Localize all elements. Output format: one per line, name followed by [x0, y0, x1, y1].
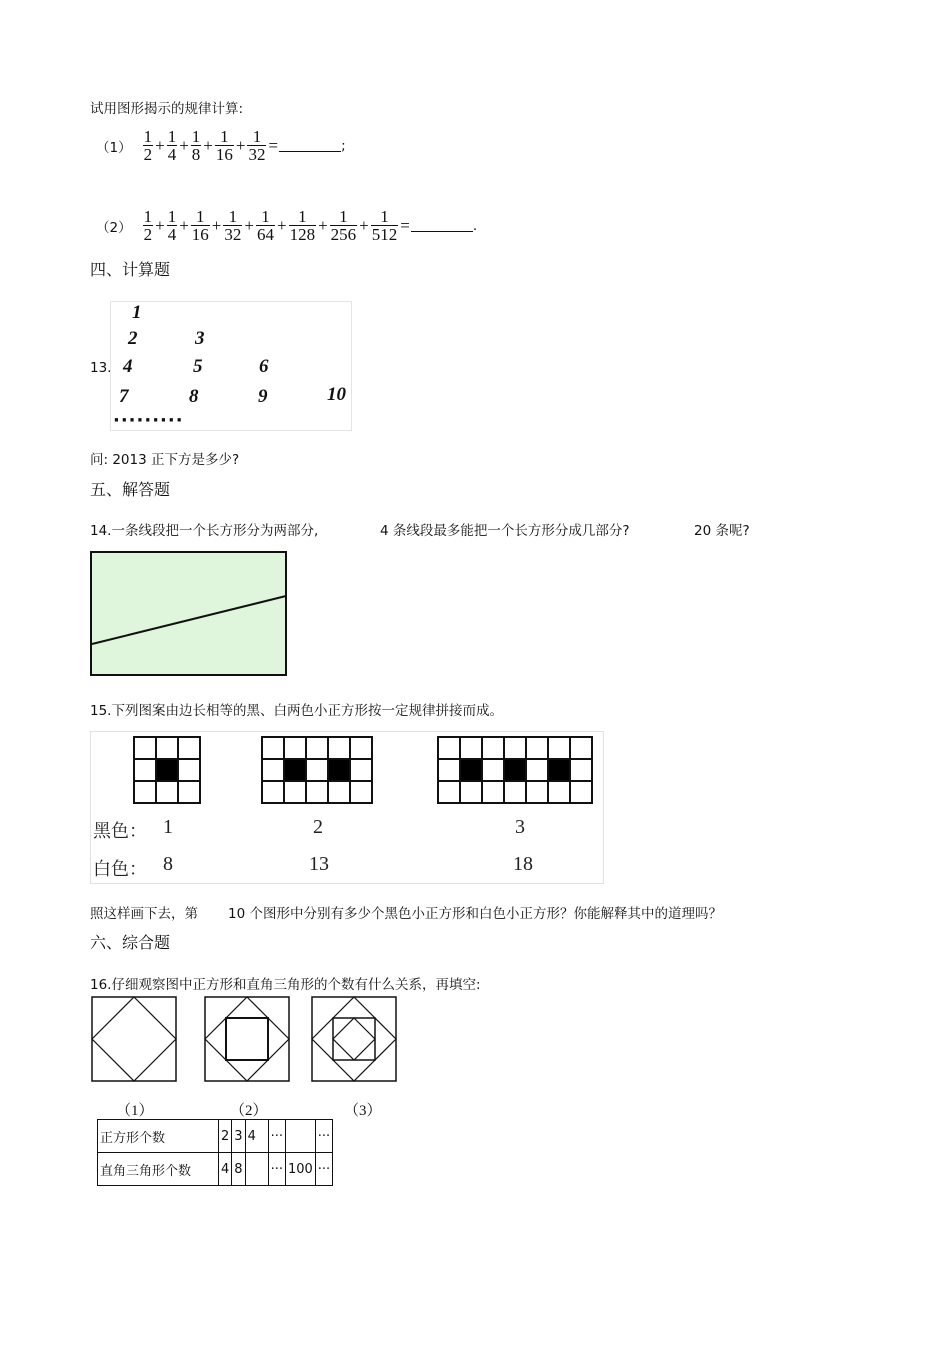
middle-square [333, 1018, 375, 1060]
triangle-number: 4 [123, 356, 133, 377]
problem-16-text: 16.仔细观察图中正方形和直角三角形的个数有什么关系，再填空: [90, 977, 481, 993]
white-square [134, 737, 156, 759]
table-cell: 8 [232, 1153, 245, 1186]
q1-equals: = [268, 135, 279, 155]
white-square [156, 781, 178, 803]
white-square [460, 737, 482, 759]
white-square [262, 759, 284, 781]
problem-13-question: 问: 2013 正下方是多少? [90, 452, 240, 468]
continuation-dots: ········· [113, 410, 184, 431]
fraction [191, 128, 202, 163]
black-count-3: 3 [515, 816, 525, 838]
white-square [328, 737, 350, 759]
plus-sign: + [155, 135, 165, 155]
q2-end: . [472, 217, 478, 234]
white-square [438, 737, 460, 759]
white-square [570, 781, 592, 803]
white-square [306, 737, 328, 759]
white-square [156, 737, 178, 759]
q2-label: （2） [96, 219, 132, 236]
white-square [134, 759, 156, 781]
table-row [98, 1153, 333, 1186]
problem-14-text-a: 14.一条线段把一个长方形分为两部分, [90, 523, 319, 539]
fraction [289, 208, 317, 243]
triangle-number: 6 [259, 356, 269, 377]
numerator: 1 [298, 207, 307, 226]
pattern-1 [133, 736, 201, 804]
white-square [306, 781, 328, 803]
triangle-number: 8 [189, 386, 199, 407]
numerator: 1 [228, 207, 238, 226]
fraction [256, 208, 275, 243]
fraction [223, 208, 242, 243]
plus-sign: + [179, 215, 189, 235]
section-6-heading: 六、综合题 [90, 933, 171, 952]
table-cell[interactable] [285, 1120, 315, 1153]
denominator: 64 [256, 225, 274, 244]
row-header: 直角三角形个数 [98, 1153, 219, 1186]
number-triangle-figure [110, 301, 352, 431]
table-cell: 100 [285, 1153, 315, 1186]
denominator: 2 [143, 225, 153, 244]
white-square [438, 759, 460, 781]
q1-end: ; [341, 137, 346, 154]
plus-sign: + [155, 215, 165, 235]
denominator: 8 [191, 145, 201, 164]
fraction [143, 208, 154, 243]
white-square [306, 759, 328, 781]
triangle-number: 5 [193, 356, 203, 377]
white-square [570, 737, 592, 759]
triangle-number: 2 [128, 328, 138, 349]
q2-expression [142, 208, 400, 243]
white-square [526, 759, 548, 781]
fraction [215, 128, 234, 163]
white-square [178, 759, 200, 781]
white-square [482, 759, 504, 781]
section-4-heading: 四、计算题 [90, 260, 171, 279]
count-table [97, 1119, 333, 1186]
inner-diamond [92, 997, 176, 1081]
fraction [371, 208, 399, 243]
white-square [526, 737, 548, 759]
table-cell: 3 [232, 1120, 245, 1153]
white-count-1: 8 [163, 853, 173, 875]
intro-text: 试用图形揭示的规律计算: [90, 101, 244, 117]
table-cell[interactable] [245, 1153, 268, 1186]
table-cell: ··· [315, 1120, 332, 1153]
fraction [143, 128, 154, 163]
white-square [548, 781, 570, 803]
table-cell: 4 [219, 1153, 232, 1186]
question-2 [96, 208, 477, 243]
table-cell: ··· [315, 1153, 332, 1186]
triangle-number: 9 [258, 386, 268, 407]
numerator: 1 [252, 127, 262, 146]
white-square [350, 737, 372, 759]
numerator: 1 [220, 127, 229, 146]
denominator: 32 [224, 225, 242, 244]
diamond [205, 997, 289, 1081]
black-square [548, 759, 570, 781]
white-square [284, 781, 306, 803]
white-square [504, 737, 526, 759]
numerator: 1 [191, 127, 201, 146]
figure-2-label: （2） [230, 1103, 268, 1119]
denominator: 2 [143, 145, 153, 164]
nested-squares-figure [90, 995, 396, 1119]
triangle-number: 7 [119, 386, 129, 407]
problem-15-text: 15.下列图案由边长相等的黑、白两色小正方形按一定规律拼接而成。 [90, 703, 503, 719]
q1-expression [142, 128, 268, 163]
pattern-2 [261, 736, 373, 804]
white-square [526, 781, 548, 803]
white-square [570, 759, 592, 781]
table-cell: 2 [219, 1120, 232, 1153]
numerator: 1 [167, 207, 177, 226]
pattern-3 [437, 736, 593, 804]
figure-3-label: （3） [344, 1103, 382, 1119]
outer-square [312, 997, 396, 1081]
plus-sign: + [203, 135, 213, 155]
white-square [178, 737, 200, 759]
numerator: 1 [143, 207, 153, 226]
row-header: 正方形个数 [98, 1120, 219, 1153]
figure-2 [204, 996, 290, 1082]
inner-square [226, 1018, 268, 1060]
triangle-number: 3 [195, 328, 205, 349]
diamond [312, 997, 396, 1081]
numerator: 1 [261, 207, 270, 226]
white-square [284, 737, 306, 759]
white-square [328, 781, 350, 803]
problem-14-text-b: 4 条线段最多能把一个长方形分成几部分? [380, 523, 630, 539]
fraction [167, 128, 178, 163]
denominator: 512 [371, 225, 398, 244]
denominator: 32 [248, 145, 266, 164]
white-square [548, 737, 570, 759]
white-square [262, 781, 284, 803]
black-count-1: 1 [163, 816, 173, 838]
plus-sign: + [318, 215, 328, 235]
problem-15-question-a: 照这样画下去，第 [90, 906, 198, 922]
fraction [330, 208, 358, 243]
white-square [482, 781, 504, 803]
white-square [482, 737, 504, 759]
denominator: 4 [167, 225, 177, 244]
black-square [156, 759, 178, 781]
black-square [328, 759, 350, 781]
outer-square [205, 997, 289, 1081]
numerator: 1 [167, 127, 177, 146]
q1-answer-blank[interactable] [279, 140, 341, 152]
problem-13-number: 13. [90, 360, 112, 376]
plus-sign: + [179, 135, 189, 155]
white-square [134, 781, 156, 803]
white-square [262, 737, 284, 759]
white-square [460, 781, 482, 803]
table-cell[interactable]: ··· [268, 1120, 285, 1153]
white-square [178, 781, 200, 803]
rectangle [91, 552, 286, 675]
white-square [438, 781, 460, 803]
white-count-2: 13 [309, 853, 329, 875]
q2-answer-blank[interactable] [411, 220, 473, 232]
problem-15-question-b: 10 个图形中分别有多少个黑色小正方形和白色小正方形？你能解释其中的道理吗？ [228, 906, 722, 922]
white-square [504, 781, 526, 803]
fraction [167, 208, 178, 243]
denominator: 16 [191, 225, 209, 244]
white-label: 白色： [93, 859, 147, 879]
table-row [98, 1120, 333, 1153]
denominator: 256 [330, 225, 357, 244]
plus-sign: + [276, 215, 287, 235]
denominator: 16 [215, 145, 233, 164]
white-square [350, 759, 372, 781]
fraction [191, 208, 210, 243]
plus-sign: + [235, 135, 246, 155]
rectangle-with-segment-figure [90, 551, 288, 677]
numerator: 1 [339, 207, 348, 226]
fraction [247, 128, 266, 163]
black-square [284, 759, 306, 781]
black-label: 黑色： [93, 821, 147, 841]
table-cell: ··· [268, 1153, 285, 1186]
outer-square [92, 997, 176, 1081]
black-square [504, 759, 526, 781]
plus-sign: + [244, 215, 254, 235]
tile-pattern-figure [90, 731, 604, 884]
numerator: 1 [380, 207, 389, 226]
figure-1-label: （1） [116, 1103, 154, 1119]
problem-14-text-c: 20 条呢? [694, 523, 750, 539]
white-square [350, 781, 372, 803]
triangle-number: 1 [132, 302, 142, 323]
black-square [460, 759, 482, 781]
inner-diamond [333, 1018, 375, 1060]
figure-1 [91, 996, 177, 1082]
section-5-heading: 五、解答题 [90, 480, 171, 499]
table-cell: 4 [245, 1120, 268, 1153]
plus-sign: + [359, 215, 369, 235]
q2-equals: = [400, 215, 410, 235]
figure-3 [311, 996, 397, 1082]
numerator: 1 [143, 127, 153, 146]
numerator: 1 [196, 207, 205, 226]
question-1 [96, 128, 346, 163]
denominator: 128 [289, 225, 316, 244]
plus-sign: + [211, 215, 222, 235]
q1-label: （1） [96, 139, 132, 156]
white-count-3: 18 [513, 853, 533, 875]
black-count-2: 2 [313, 816, 323, 838]
denominator: 4 [167, 145, 177, 164]
triangle-number: 10 [327, 384, 346, 405]
